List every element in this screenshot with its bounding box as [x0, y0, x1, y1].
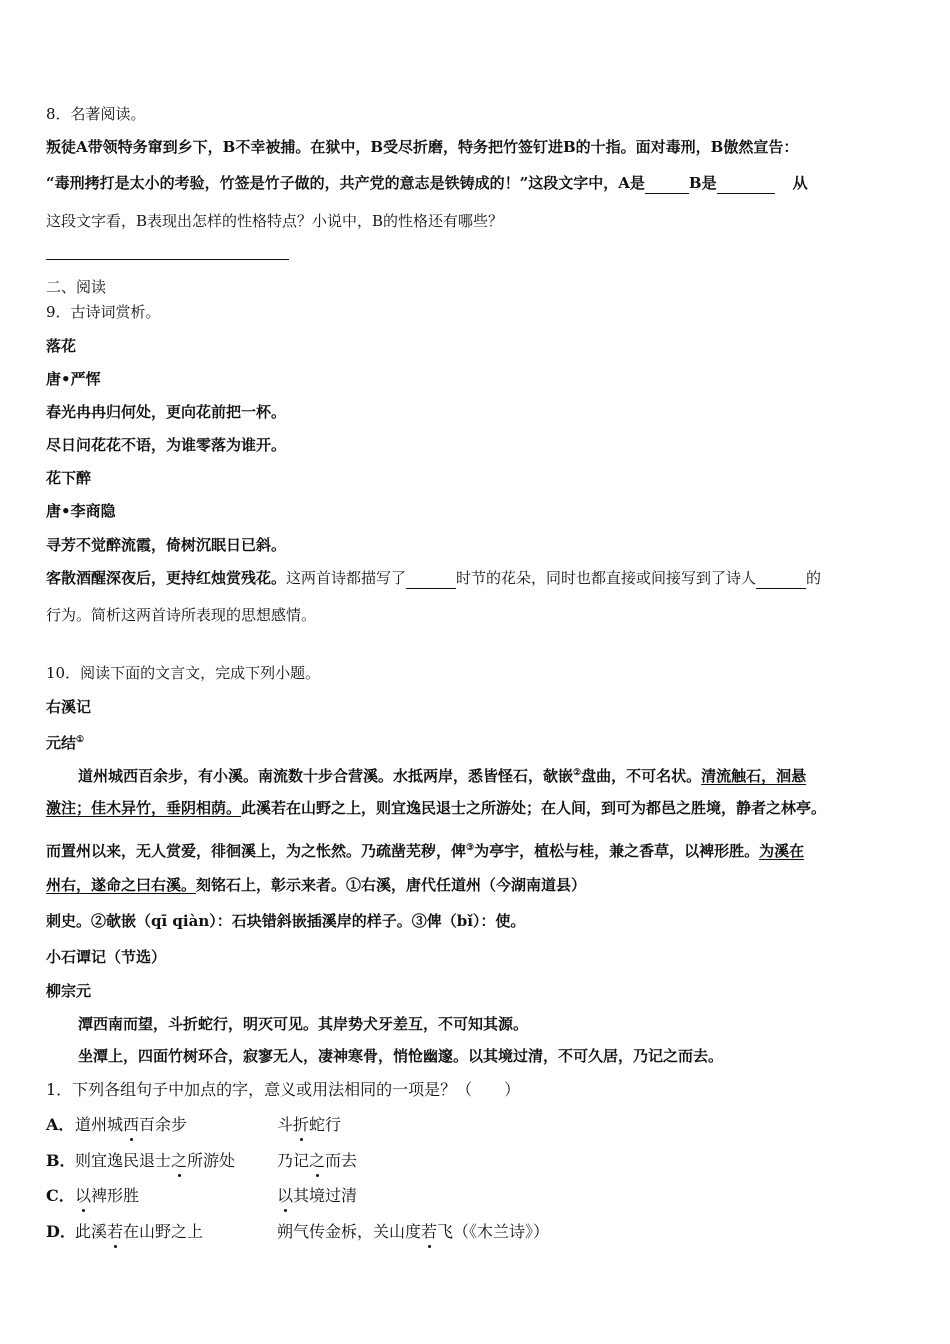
option-text: 百余步 — [139, 1115, 188, 1134]
answer-blank-b[interactable] — [717, 177, 775, 194]
answer-blank-a[interactable] — [645, 177, 689, 194]
option-d-label[interactable]: D． — [46, 1222, 76, 1241]
poem2-line1: 寻芳不觉醉流霞，倚树沉眠日已斜。 — [46, 536, 287, 554]
option-text: 所游处 — [187, 1151, 236, 1170]
option-text: 在山野之上 — [123, 1222, 204, 1241]
poem1-line2: 尽日问花花不语，为谁零落为谁开。 — [46, 436, 287, 454]
q8-title: 8．名著阅读。 — [46, 105, 146, 123]
underlined-sentence: 激注；佳木异竹，垂阴相荫。 — [46, 799, 242, 817]
section-heading: 二、阅读 — [46, 278, 107, 296]
poem2-title: 花下醉 — [46, 469, 92, 487]
underlined-sentence: 为溪在 — [759, 842, 805, 860]
option-text: 此溪 — [75, 1222, 108, 1241]
option-text: 乃记 — [277, 1151, 310, 1170]
text1-para-line2 — [46, 797, 826, 819]
answer-line[interactable] — [46, 259, 289, 260]
option-text: 裨形胜 — [91, 1186, 140, 1205]
option-b-label[interactable]: B． — [46, 1151, 76, 1170]
q9-question-a: 这两首诗都描写了 — [286, 569, 407, 587]
dotted-char: 之 — [171, 1151, 188, 1170]
text1-para-line4 — [46, 874, 586, 896]
option-text: 则宜逸民退士 — [75, 1151, 172, 1170]
text1-para-line1 — [78, 762, 806, 787]
q9-question-b: 时节的花朵，同时也都直接或间接写到了诗人 — [456, 569, 757, 587]
poem2-author: 唐•李商隐 — [46, 502, 116, 520]
option-c-left — [75, 1185, 139, 1207]
text2-title: 小石谭记（节选） — [46, 948, 167, 966]
dotted-char: 若 — [421, 1222, 438, 1241]
q8-line2-text-c: 从 — [792, 174, 808, 192]
q8-passage-line2 — [46, 172, 808, 194]
dotted-char: 折 — [293, 1115, 310, 1134]
q10-title: 10．阅读下面的文言文，完成下列小题。 — [46, 664, 321, 682]
underlined-sentence: 清流触石，洄悬 — [701, 767, 807, 785]
option-c-right — [277, 1185, 357, 1207]
dotted-char: 若 — [107, 1222, 124, 1241]
q9-question-end: 行为。简析这两首诗所表现的思想感情。 — [46, 606, 317, 624]
text1-p1-b: 盘曲，不可名状。 — [581, 767, 702, 785]
poem1-line1: 春光冉冉归何处，更向花前把一杯。 — [46, 403, 287, 421]
q9-question-c: 的 — [806, 569, 822, 587]
option-text: 其境过清 — [293, 1186, 358, 1205]
text1-p3-a: 而置州以来，无人赏爱，徘徊溪上，为之怅然。乃疏凿芜秽，俾 — [46, 842, 467, 860]
text1-title: 右溪记 — [46, 698, 92, 716]
footnote-marker: ① — [76, 735, 85, 745]
q8-line2-text-b: B是 — [688, 174, 717, 192]
footnote-marker: ② — [573, 768, 582, 778]
subquestion-1: 1．下列各组句子中加点的字，意义或用法相同的一项是？（ ） — [46, 1080, 521, 1099]
text1-p4-b: 刻铭石上，彰示来者。①右溪，唐代任道州（今湖南道县） — [196, 876, 587, 894]
dotted-char: 西 — [123, 1115, 140, 1134]
text2-author: 柳宗元 — [46, 982, 92, 1000]
poem1-author: 唐•严恽 — [46, 370, 101, 388]
text1-author — [46, 729, 84, 754]
option-c-label[interactable]: C． — [46, 1186, 75, 1205]
dotted-char: 以 — [277, 1186, 294, 1205]
option-d-right — [277, 1221, 549, 1243]
q8-line2-text-a: “毒刑拷打是太小的考验，竹签是竹子做的，共产党的意志是铁铸成的！”这段文字中，A是 — [46, 174, 645, 192]
option-text: 道州城 — [75, 1115, 124, 1134]
text2-para1: 潭西南而望，斗折蛇行，明灭可见。其岸势犬牙差互，不可知其源。 — [78, 1015, 529, 1033]
text1-p3-b: 为亭宇，植松与桂，兼之香草，以裨形胜。 — [474, 842, 760, 860]
option-text: 朔气传金柝，关山度 — [277, 1222, 422, 1241]
dotted-char: 以 — [75, 1186, 92, 1205]
option-b-right — [277, 1150, 357, 1172]
text1-p2-b: 此溪若在山野之上，则宜逸民退士之所游处；在人间，到可为都邑之胜境，静者之林亭。 — [241, 799, 827, 817]
option-text: 而去 — [325, 1151, 358, 1170]
poem2-line2-with-question — [46, 567, 821, 589]
text1-p1-a: 道州城西百余步，有小溪。南流数十步合营溪。水抵两岸，悉皆怪石，欹嵌 — [78, 767, 574, 785]
answer-blank-behavior[interactable] — [756, 572, 806, 589]
option-a-label[interactable]: A． — [46, 1115, 75, 1134]
q9-title: 9．古诗词赏析。 — [46, 303, 161, 321]
option-text: 飞（《木兰诗》） — [437, 1222, 550, 1241]
poem1-title: 落花 — [46, 337, 77, 355]
q8-question-line3: 这段文字看，B表现出怎样的性格特点？小说中，B的性格还有哪些？ — [46, 212, 504, 230]
dotted-char: 之 — [309, 1151, 326, 1170]
option-a-left — [75, 1114, 187, 1136]
poem2-line2: 客散酒醒深夜后，更持红烛赏残花。 — [46, 569, 287, 587]
q8-passage-line1: 叛徒A带领特务窜到乡下，B不幸被捕。在狱中，B受尽折磨，特务把竹签钉进B的十指。面对毒刑，B傲然宣告： — [46, 138, 799, 156]
text2-para2: 坐潭上，四面竹树环合，寂寥无人，凄神寒骨，悄怆幽邃。以其境过清，不可久居，乃记之而去。 — [78, 1047, 724, 1065]
underlined-sentence: 州右，遂命之曰右溪。 — [46, 876, 197, 894]
footnote-marker: ③ — [466, 843, 475, 853]
option-d-left — [75, 1221, 203, 1243]
answer-blank-season[interactable] — [406, 572, 456, 589]
text1-notes: 刺史。②欹嵌（qī qiàn）：石块错斜嵌插溪岸的样子。③俾（bǐ）：使。 — [46, 912, 526, 930]
option-b-left — [75, 1150, 235, 1172]
option-text: 斗 — [277, 1115, 294, 1134]
option-a-right — [277, 1114, 341, 1136]
text1-author-name: 元结 — [46, 734, 77, 752]
text1-para-line3 — [46, 837, 804, 862]
option-text: 蛇行 — [309, 1115, 342, 1134]
